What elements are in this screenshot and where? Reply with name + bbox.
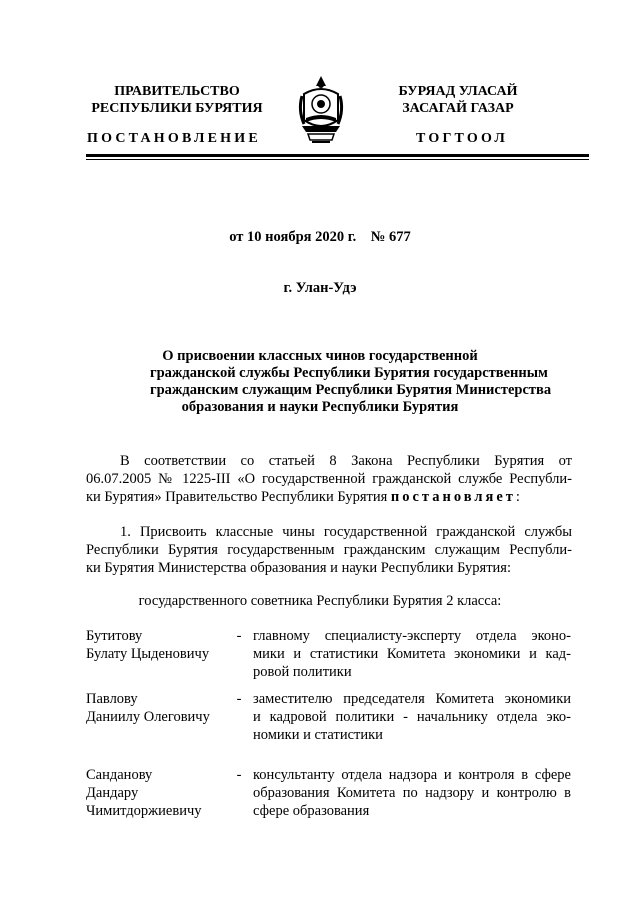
header-right-line: БУРЯАД УЛАСАЙ — [398, 84, 518, 99]
header-rule-thin — [86, 159, 589, 160]
appointee-name — [86, 766, 226, 820]
header-left-line: ПРАВИТЕЛЬСТВО — [114, 84, 240, 99]
position-line: заместителю председателя Комитета экономики — [253, 691, 571, 707]
name-line: Даниилу Олеговичу — [86, 709, 210, 725]
appointee-position — [253, 690, 571, 744]
position-line: консультанту отдела надзора и контроля в сфере — [253, 767, 571, 783]
appointee-position — [253, 627, 571, 681]
preamble-paragraph — [86, 452, 572, 506]
name-line: Бутитову — [86, 628, 143, 644]
paragraph-line: В соответствии со статьей 8 Закона Республики Бурятия от — [120, 453, 572, 469]
paragraph-text: ки Бурятия» Правительство Республики Бурятия — [86, 489, 391, 505]
header-left-line: РЕСПУБЛИКИ БУРЯТИЯ — [91, 101, 263, 116]
decree-date-number: от 10 ноября 2020 г. № 677 — [229, 229, 411, 245]
class-rank-heading: государственного советника Республики Бурятия 2 класса: — [138, 593, 502, 609]
title-line: гражданской службы Республики Бурятия государственным — [150, 365, 548, 381]
paragraph-line: 1. Присвоить классные чины государственной гражданской службы — [120, 524, 572, 540]
paragraph-colon: : — [515, 489, 520, 505]
name-line: Чимитдоржиевичу — [86, 803, 202, 819]
appointee-name — [86, 627, 226, 663]
title-line: гражданским служащим Республики Бурятия Министерства — [150, 382, 552, 398]
appointee-dash: - — [236, 628, 242, 644]
paragraph-line: Республики Бурятия государственным гражданским служащим Республи- — [86, 542, 572, 558]
paragraph-line — [86, 488, 572, 506]
position-line: номики и статистики — [253, 727, 383, 743]
position-line: ровой политики — [253, 664, 352, 680]
decree-title — [150, 348, 552, 416]
name-line: Санданову — [86, 767, 153, 783]
position-line: мики и статистики Комитета экономики и кад- — [253, 646, 571, 662]
title-line: О присвоении классных чинов государственной — [162, 348, 478, 364]
header-rule-thick — [86, 154, 589, 157]
appointee-name — [86, 690, 226, 726]
position-line: главному специалисту-эксперту отдела эконо- — [253, 628, 571, 644]
doctype-russian: ПОСТАНОВЛЕНИЕ — [87, 131, 261, 146]
resolves-word: постановляет — [390, 489, 516, 505]
header-right-line: ЗАСАГАЙ ГАЗАР — [402, 101, 514, 116]
name-line: Павлову — [86, 691, 138, 707]
decree-city: г. Улан-Удэ — [283, 280, 357, 296]
position-line: и кадровой политики - начальнику отдела эко- — [253, 709, 571, 725]
paragraph-line: 06.07.2005 № 1225-III «О государственной гражданской службе Республи- — [86, 471, 572, 487]
government-name-buryat — [358, 83, 558, 117]
title-line: образования и науки Республики Бурятия — [181, 399, 459, 415]
position-line: образования Комитета по надзору и контролю в — [253, 785, 571, 801]
doctype-buryat: ТОГТООЛ — [416, 131, 509, 146]
paragraph-line: ки Бурятия Министерства образования и науки Республики Бурятия: — [86, 560, 512, 576]
appointee-dash: - — [236, 691, 242, 707]
appointee-position — [253, 766, 571, 820]
name-line: Дандару — [86, 785, 139, 801]
appointee-dash: - — [236, 767, 242, 783]
position-line: сфере образования — [253, 803, 370, 819]
coat-of-arms-icon — [296, 74, 346, 148]
item-1-paragraph — [86, 523, 572, 577]
name-line: Булату Цыденовичу — [86, 646, 210, 662]
government-name-russian — [77, 83, 277, 117]
